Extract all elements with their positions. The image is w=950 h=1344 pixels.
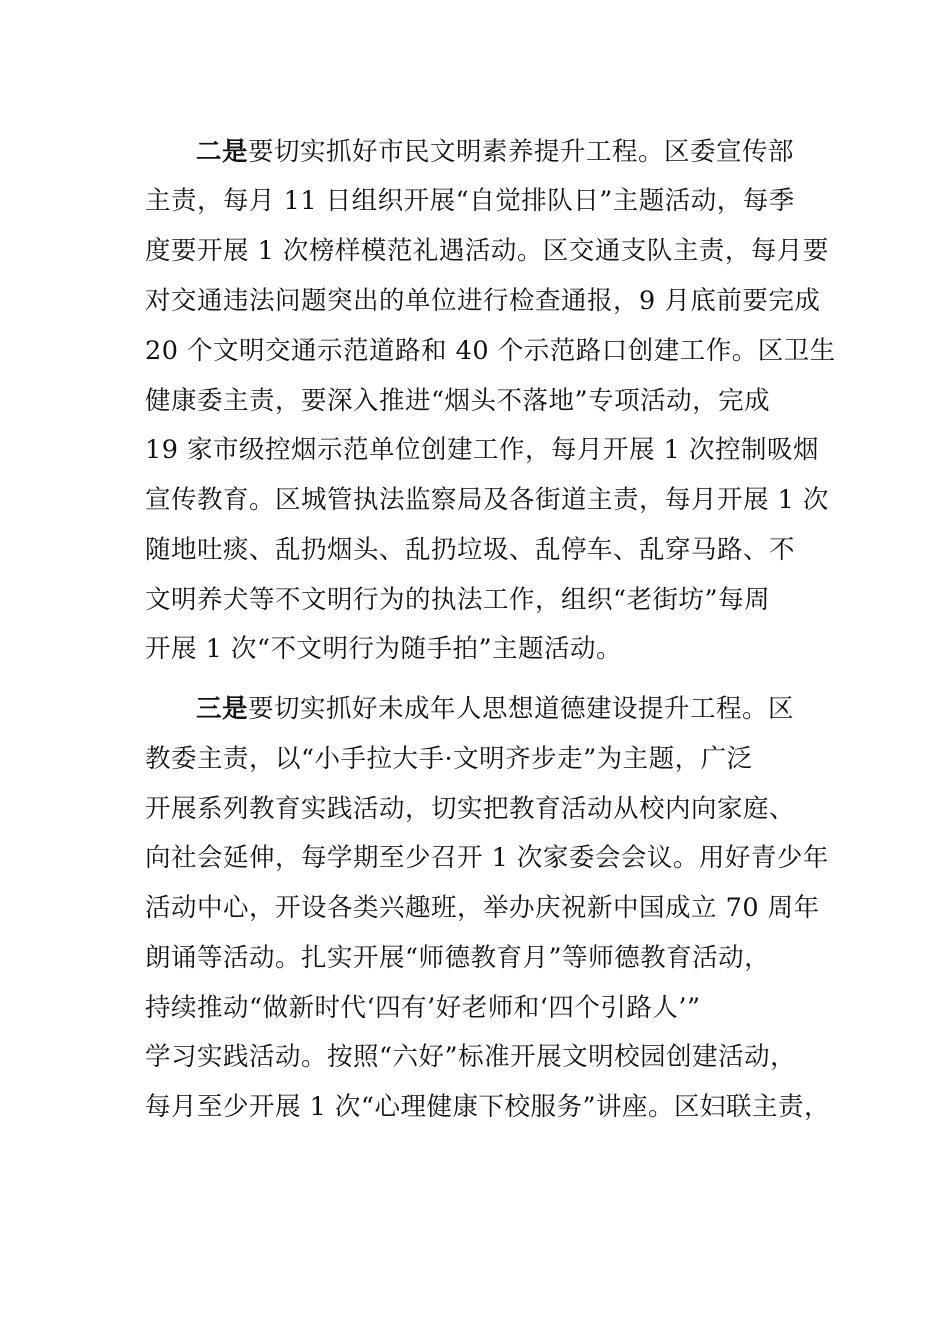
paragraph-line: 度要开展 1 次榜样模范礼遇活动。区交通支队主责，每月要 [145, 236, 829, 266]
paragraph-line: 文明养犬等不文明行为的执法工作，组织“老街坊”每周 [145, 585, 771, 615]
paragraph-line: 持续推动“做新时代‘四有’好老师和‘四个引路人’” [145, 993, 701, 1023]
paragraph-line: 健康委主责，要深入推进“烟头不落地”专项活动，完成 [145, 386, 771, 416]
paragraph-line: 二是要切实抓好市民文明素养提升工程。区委宣传部 [196, 137, 795, 167]
paragraph-line: 教委主责，以“小手拉大手·文明齐步走”为主题，广泛 [145, 744, 753, 774]
paragraph-line: 主责，每月 11 日组织开展“自觉排队日”主题活动，每季 [145, 186, 795, 216]
paragraph-line: 三是要切实抓好未成年人思想道德建设提升工程。区 [196, 694, 795, 724]
paragraph-line: 每月至少开展 1 次“心理健康下校服务”讲座。区妇联主责， [145, 1092, 831, 1122]
paragraph-line: 随地吐痰、乱扔烟头、乱扔垃圾、乱停车、乱穿马路、不 [145, 535, 796, 565]
paragraph-line: 开展系列教育实践活动，切实把教育活动从校内向家庭、 [145, 794, 796, 824]
paragraph-lead: 三是 [196, 694, 249, 724]
paragraph-line: 20 个文明交通示范道路和 40 个示范路口创建工作。区卫生 [145, 336, 836, 366]
paragraph-lead: 二是 [196, 137, 249, 167]
paragraph-line: 开展 1 次“不文明行为随手拍”主题活动。 [145, 634, 623, 664]
paragraph-line: 朗诵等活动。扎实开展“师德教育月”等师德教育活动， [145, 943, 771, 973]
paragraph-line: 对交通违法问题突出的单位进行检查通报，9 月底前要完成 [145, 286, 821, 316]
paragraph-line: 向社会延伸，每学期至少召开 1 次家委会会议。用好青少年 [145, 843, 829, 873]
paragraph-line: 19 家市级控烟示范单位创建工作，每月开展 1 次控制吸烟 [145, 435, 819, 465]
paragraph-line: 学习实践活动。按照“六好”标准开展文明校园创建活动， [145, 1042, 797, 1072]
paragraph-line: 宣传教育。区城管执法监察局及各街道主责，每月开展 1 次 [145, 485, 829, 515]
paragraph-line: 活动中心，开设各类兴趣班，举办庆祝新中国成立 70 周年 [145, 893, 820, 923]
